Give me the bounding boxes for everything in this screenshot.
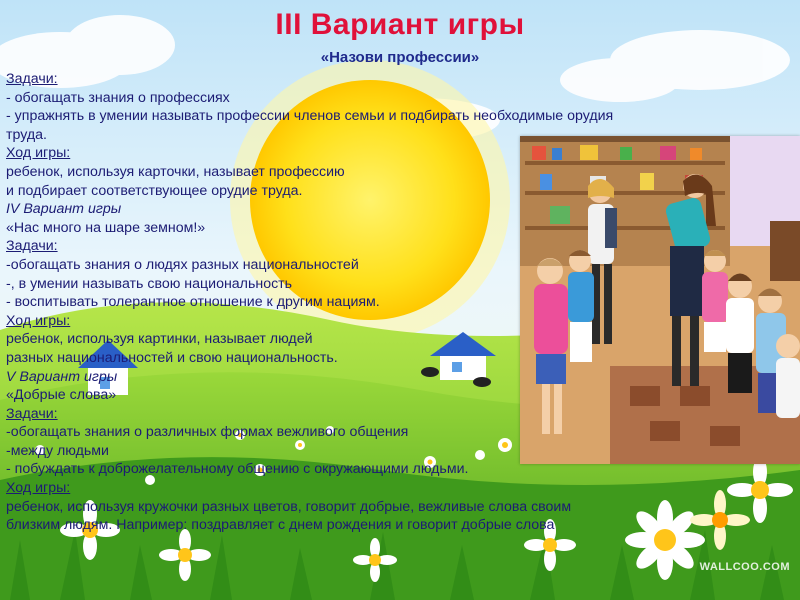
section-heading-game-course: Ход игры: xyxy=(6,480,71,497)
text-line: - упражнять в умении называть профессии членов семьи и подбирать необходимые орудия xyxy=(6,108,614,125)
text-line: ребенок, используя кружочки разных цветов, говорит добрые, вежливые слова своим xyxy=(6,498,572,515)
variant-name: «Нас много на шаре земном!» xyxy=(6,219,206,236)
slide-subtitle: «Назови профессии» xyxy=(320,49,480,66)
text-line: -, в умении называть свою национальность xyxy=(6,275,293,292)
watermark: WALLCOO.COM xyxy=(699,561,790,573)
text-line: и подбирает соответствующее орудие труда. xyxy=(6,182,303,199)
section-heading-game-course: Ход игры: xyxy=(6,312,71,329)
text-line: -обогащать знания о различных формах вежливого общения xyxy=(6,424,409,441)
text-line: разных национальностей и свою национальность. xyxy=(6,349,338,366)
slide-title: III Вариант игры xyxy=(275,8,525,41)
text-line: - побуждать к доброжелательному общению с окружающими людьми. xyxy=(6,461,469,478)
body-text xyxy=(6,70,786,535)
section-heading-tasks: Задачи: xyxy=(6,238,58,255)
text-line: труда. xyxy=(6,126,47,143)
text-line: -обогащать знания о людях разных национальностей xyxy=(6,256,359,273)
variant-heading: IV Вариант игры xyxy=(6,201,122,218)
text-line: ребенок, используя карточки, называет профессию xyxy=(6,163,345,180)
section-heading-game-course: Ход игры: xyxy=(6,145,71,162)
variant-heading: V Вариант игры xyxy=(6,368,118,385)
text-line: близким людям. Например: поздравляет с днем рождения и говорит добрые слова xyxy=(6,517,555,534)
text-line: - воспитывать толерантное отношение к другим нациям. xyxy=(6,294,380,311)
text-line: ребенок, используя картинки, называет людей xyxy=(6,331,313,348)
section-heading-tasks: Задачи: xyxy=(6,71,58,87)
section-heading-tasks: Задачи: xyxy=(6,405,58,422)
variant-name: «Добрые слова» xyxy=(6,387,117,404)
text-line: - обогащать знания о профессиях xyxy=(6,89,230,106)
text-line: -между людьми xyxy=(6,442,109,459)
